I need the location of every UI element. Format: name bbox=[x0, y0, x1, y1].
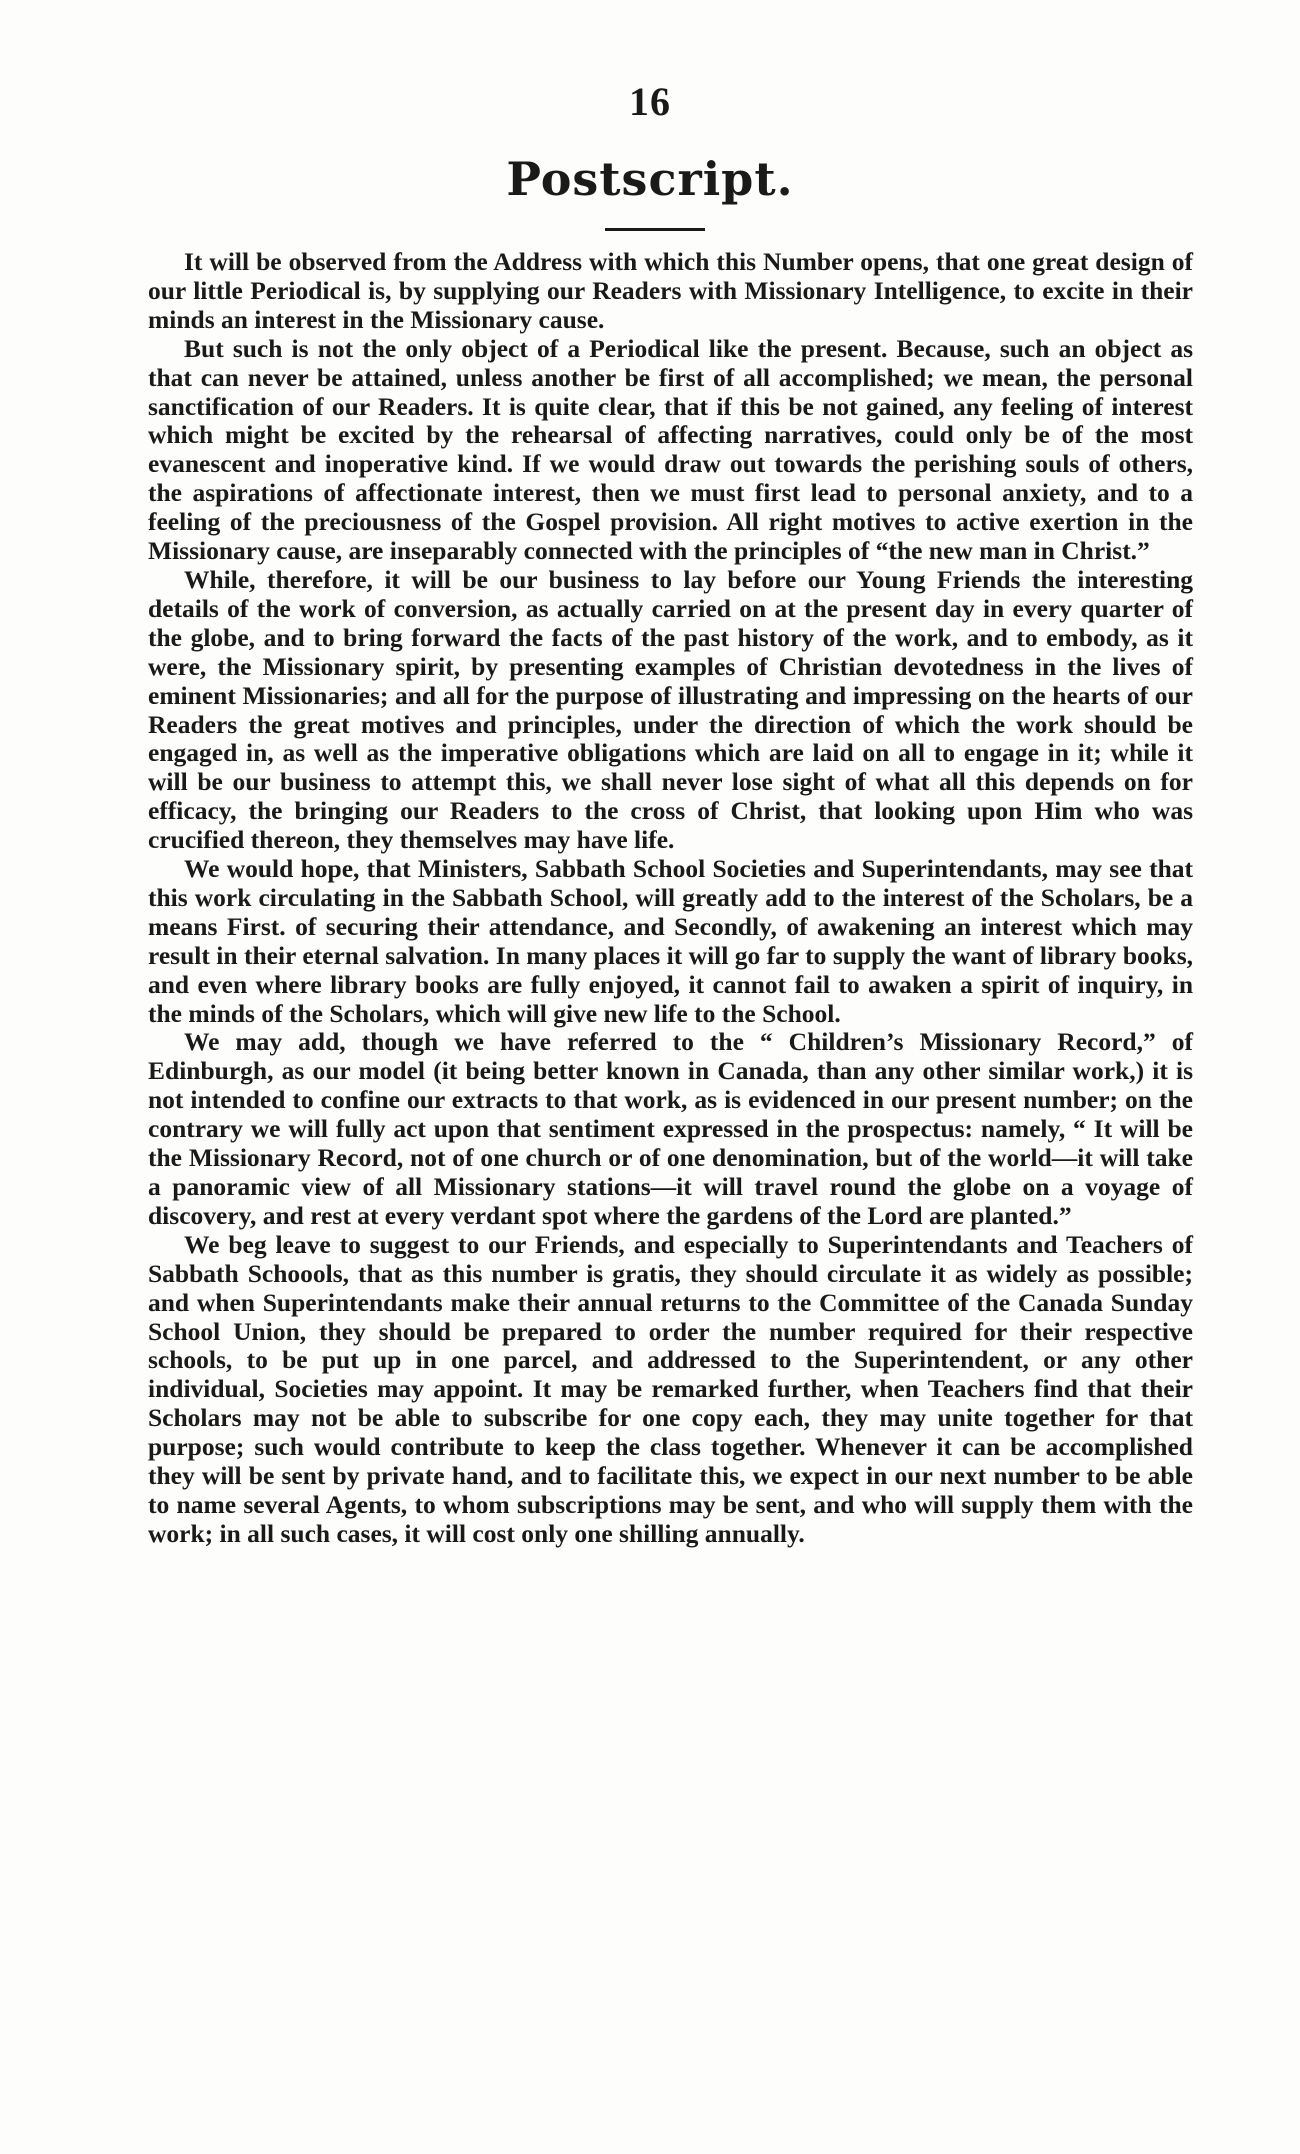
page-title: Postscript. bbox=[506, 152, 794, 206]
page-number: 16 bbox=[629, 79, 671, 124]
paragraph: It will be observed from the Address with which this Number opens, that one great design of our little Periodical is, by supplying our Readers with Missionary Intelligence, to excite in their minds an interest in the Missionary cause. bbox=[148, 247, 1193, 334]
paragraph: We would hope, that Ministers, Sabbath School Societies and Superintendants, may see that this work circulating in the Sabbath School, will greatly add to the interest of the Scholars, be a means First. of securing their attendance, and Secondly, of awakening an interest which may result in their eternal salvation. In many places it will go far to supply the want of library books, and even where library books are fully enjoyed, it cannot fail to awaken a spirit of inquiry, in the minds of the Scholars, which will give new life to the School. bbox=[148, 854, 1193, 1028]
postscript-body bbox=[148, 248, 1193, 1549]
paragraph: We may add, though we have referred to the “ Children’s Missionary Record,” of Edinburgh, as our model (it being better known in Canada, than any other similar work,) it is not intended to confine our extracts to that work, as is evidenced in our present number; on the contrary we will fully act upon that sentiment expressed in the prospectus: namely, “ It will be the Missionary Record, not of one church or of one denomination, but of the world—it will take a panoramic view of all Missionary stations—it will travel round the globe on a voyage of discovery, and rest at every verdant spot where the gardens of the Lord are planted.” bbox=[148, 1027, 1193, 1230]
paragraph: We beg leave to suggest to our Friends, and especially to Superintendants and Teachers of Sabbath Schoools, that as this number is gratis, they should circulate it as widely as possible; and when Superintendants make their annual returns to the Committee of the Canada Sunday School Union, they should be prepared to order the number required for their respective schools, to be put up in one parcel, and addressed to the Superintendent, or any other individual, Societies may appoint. It may be remarked further, when Teachers find that their Scholars may not be able to subscribe for one copy each, they may unite together for that purpose; such would contribute to keep the class together. Whenever it can be accomplished they will be sent by private hand, and to facilitate this, we expect in our next number to be able to name several Agents, to whom subscriptions may be sent, and who will supply them with the work; in all such cases, it will cost only one shilling annually. bbox=[148, 1229, 1193, 1548]
paragraph: But such is not the only object of a Periodical like the present. Because, such an object as that can never be attained, unless another be first of all accomplished; we mean, the personal sanctification of our Readers. It is quite clear, that if this be not gained, any feeling of interest which might be excited by the rehearsal of affecting narratives, could only be of the most evanescent and inoperative kind. If we would draw out towards the perishing souls of others, the aspirations of affectionate interest, then we must first lead to personal anxiety, and to a feeling of the preciousness of the Gospel provision. All right motives to active exertion in the Missionary cause, are inseparably connected with the principles of “the new man in Christ.” bbox=[148, 333, 1193, 566]
paragraph: While, therefore, it will be our business to lay before our Young Friends the interesting details of the work of conversion, as actually carried on at the present day in every quarter of the globe, and to bring forward the facts of the past history of the work, and to embody, as it were, the Missionary spirit, by presenting examples of Christian devotedness in the lives of eminent Missionaries; and all for the purpose of illustrating and impressing on the hearts of our Readers the great motives and principles, under the direction of which the work should be engaged in, as well as the imperative obligations which are laid on all to engage in it; while it will be our business to attempt this, we shall never lose sight of what all this depends on for efficacy, the bringing our Readers to the cross of Christ, that looking upon Him who was crucified thereon, they themselves may have life. bbox=[148, 564, 1193, 855]
title-divider bbox=[605, 228, 705, 231]
